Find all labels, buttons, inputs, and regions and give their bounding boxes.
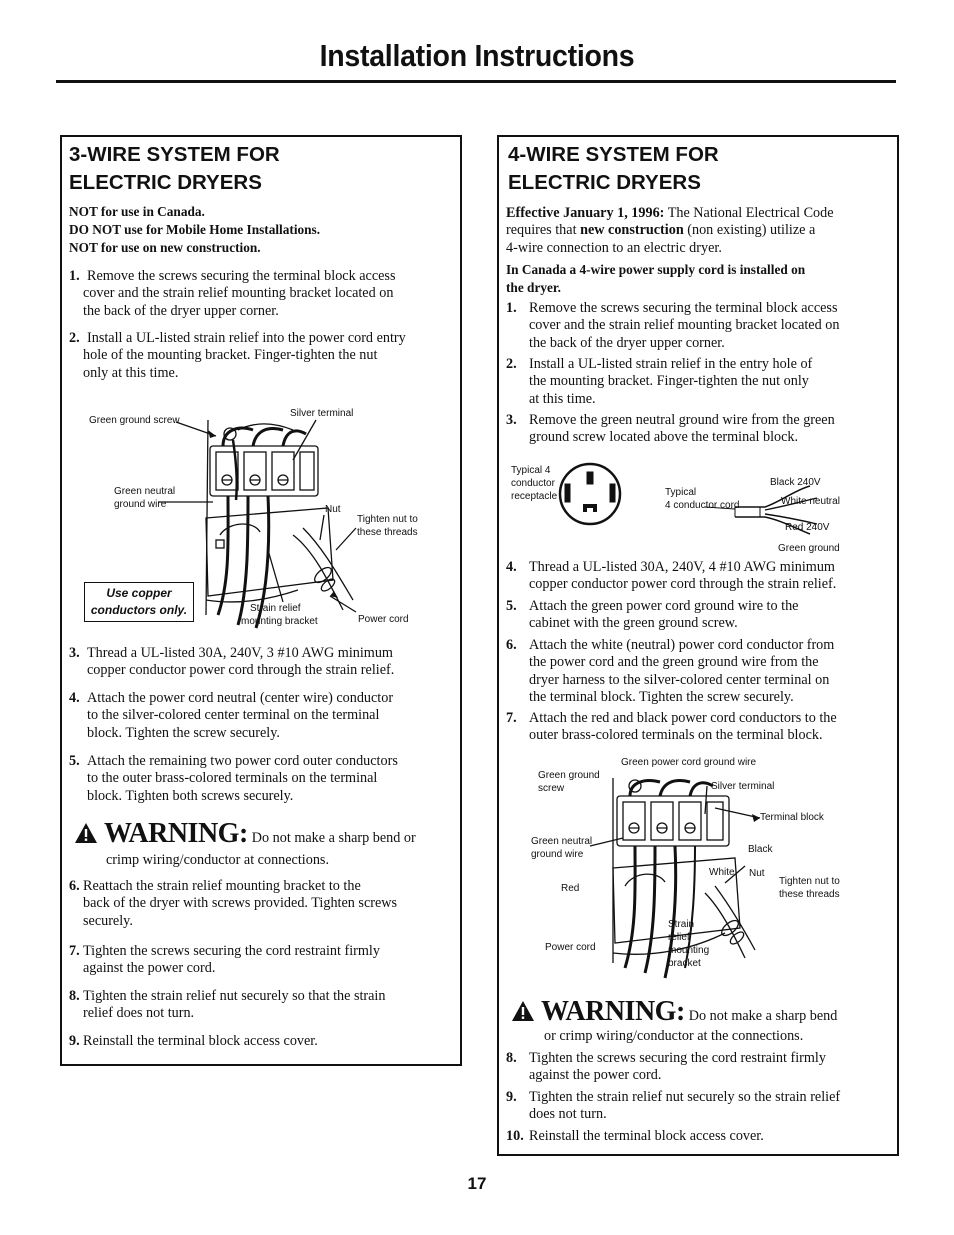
label-terminal-block: Terminal block <box>760 812 824 823</box>
right-step-10: 10. Reinstall the terminal block access cover. <box>506 1128 764 1144</box>
label-silver-terminal: Silver terminal <box>290 408 354 419</box>
left-step-8: 8. Tighten the strain relief nut securely so that the strain relief does not turn. <box>69 988 386 1022</box>
three-wire-heading: 3-WIRE SYSTEM FOR ELECTRIC DRYERS <box>69 143 280 194</box>
left-step-4: 4. Attach the power cord neutral (center wire) conductor to the silver-colored center terminal on the terminal block. Tighten the screw securely. <box>69 690 394 741</box>
left-step-3: 3. Thread a UL-listed 30A, 240V, 3 #10 AWG minimum copper conductor power cord through the strain relief. <box>69 645 395 679</box>
left-warning-line2: crimp wiring/conductor at connections. <box>106 852 329 868</box>
right-step-8: 8. Tighten the screws securing the cord restraint firmly against the power cord. <box>506 1050 826 1084</box>
three-wire-notes: NOT for use in Canada. DO NOT use for Mobile Home Installations. NOT for use on new construction. <box>69 204 321 255</box>
page-number: 17 <box>467 1174 487 1193</box>
left-step-7: 7. Tighten the screws securing the cord restraint firmly against the power cord. <box>69 943 380 977</box>
label-black-240v: Black 240V <box>770 477 821 488</box>
copper-notice: Use copper conductors only. <box>84 582 194 622</box>
right-step-5: 5. Attach the green power cord ground wire to the cabinet with the green ground screw. <box>506 598 799 632</box>
right-step-4: 4. Thread a UL-listed 30A, 240V, 4 #10 AWG minimum copper conductor power cord through the strain relief. <box>506 559 837 593</box>
label-green-ground-screw: Green ground screw <box>538 770 600 794</box>
label-red: Red <box>561 883 580 894</box>
left-step-1: 1. Remove the screws securing the terminal block access cover and the strain relief mounting bracket located on the back of the dryer upper corner. <box>69 268 396 319</box>
label-nut: Nut <box>325 504 341 515</box>
four-wire-intro: Effective January 1, 1996: The National Electrical Code requires that new construction (non existing) utilize a 4-wire connection to an electric dryer. <box>506 205 834 256</box>
left-step-9: 9. Reinstall the terminal block access cover. <box>69 1033 318 1049</box>
page-title: Installation Instructions <box>319 38 635 73</box>
label-typical-receptacle: Typical 4 conductor receptacle <box>511 465 558 502</box>
label-tighten-nut: Tighten nut to these threads <box>779 876 840 900</box>
label-silver-terminal: Silver terminal <box>711 781 775 792</box>
label-white: White <box>709 867 735 878</box>
label-white-neutral: White neutral <box>781 496 840 507</box>
four-wire-heading: 4-WIRE SYSTEM FOR ELECTRIC DRYERS <box>508 143 719 194</box>
label-tighten-nut: Tighten nut to these threads <box>357 514 418 538</box>
right-step-1: 1. Remove the screws securing the terminal block access cover and the strain relief mounting bracket located on the back of the dryer upper corner. <box>506 300 840 351</box>
label-nut: Nut <box>749 868 765 879</box>
warning-triangle-icon <box>74 822 98 844</box>
title-rule <box>56 80 896 83</box>
label-green-ground-screw: Green ground screw <box>89 415 180 426</box>
label-typical-cord: Typical 4 conductor cord <box>665 487 740 511</box>
canada-note: In Canada a 4-wire power supply cord is installed on the dryer. <box>506 262 806 295</box>
label-strain-relief-bracket: Strain relief mounting bracket <box>241 603 318 627</box>
label-green-neutral-ground-wire: Green neutral ground wire <box>114 486 176 510</box>
label-red-240v: Red 240V <box>785 522 830 533</box>
right-step-9: 9. Tighten the strain relief nut securely so the strain relief does not turn. <box>506 1089 841 1123</box>
right-step-6: 6. Attach the white (neutral) power cord conductor from the power cord and the green ground wire from the dryer harness to the silver-colored center terminal on the terminal block. Tighten the screw securely. <box>506 637 835 705</box>
right-warning-line2: or crimp wiring/conductor at the connections. <box>544 1028 804 1044</box>
label-strain-relief-bracket: Strain relief mounting bracket <box>668 919 710 969</box>
label-green-ground: Green ground <box>778 543 840 554</box>
right-step-7: 7. Attach the red and black power cord conductors to the outer brass-colored terminals on the terminal block. <box>506 710 837 744</box>
right-warning: WARNING: Do not make a sharp bend <box>541 996 838 1027</box>
right-step-3: 3. Remove the green neutral ground wire from the green ground screw located above the terminal block. <box>506 412 835 446</box>
label-green-power-cord-ground-wire: Green power cord ground wire <box>621 757 757 768</box>
label-power-cord: Power cord <box>358 614 409 625</box>
label-black: Black <box>748 844 773 855</box>
right-step-2: 2. Install a UL-listed strain relief in the entry hole of the mounting bracket. Finger-tighten the nut only at this time. <box>506 356 813 407</box>
left-step-6: 6. Reattach the strain relief mounting bracket to the back of the dryer with screws provided. Tighten screws securely. <box>69 878 398 929</box>
left-warning: WARNING: Do not make a sharp bend or <box>104 818 416 849</box>
left-step-5: 5. Attach the remaining two power cord outer conductors to the outer brass-colored terminals on the terminal block. Tighten both screws securely. <box>69 753 398 804</box>
left-step-2: 2. Install a UL-listed strain relief into the power cord entry hole of the mounting bracket. Finger-tighten the nut only at this time. <box>69 330 406 381</box>
label-power-cord: Power cord <box>545 942 596 953</box>
warning-triangle-icon <box>511 1000 535 1022</box>
label-green-neutral-ground-wire: Green neutral ground wire <box>531 836 593 860</box>
